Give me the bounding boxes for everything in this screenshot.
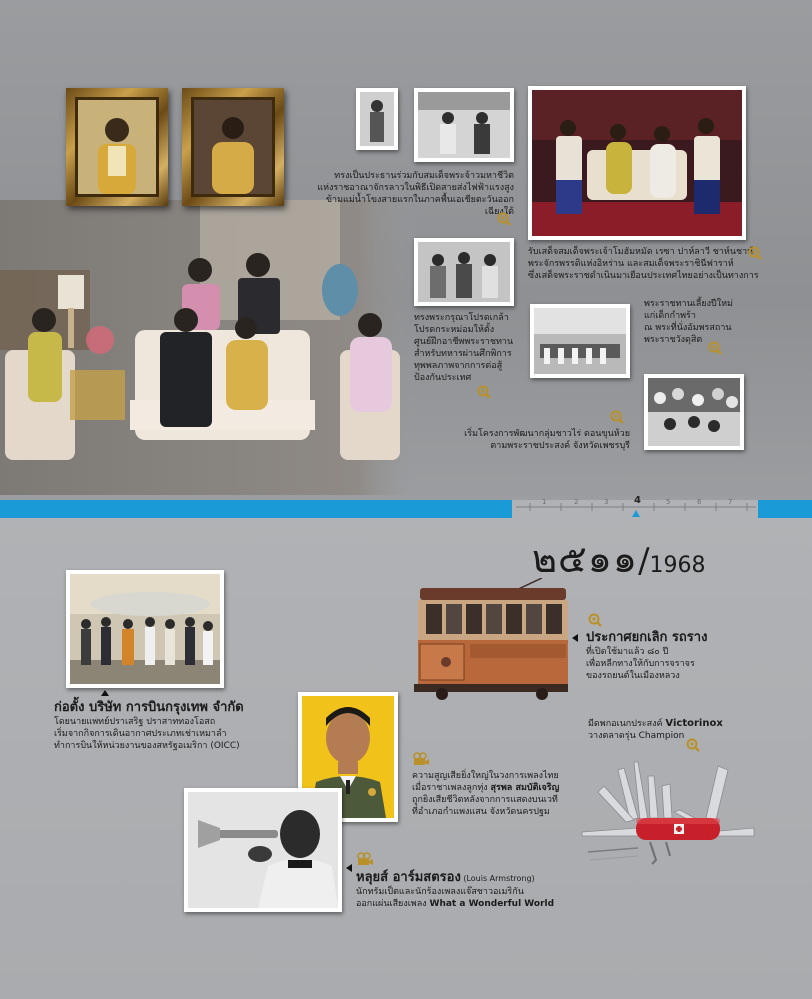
zoom-icon[interactable]: [477, 385, 491, 399]
singer-line-1: ความสูญเสียยิ่งใหญ่ในวงการเพลงไทย: [412, 771, 559, 781]
caption-veterans-center: [414, 312, 534, 384]
caption-line: รับเสด็จสมเด็จพระเจ้าโมฮัมหมัด เรซา ปาห์ลาวี ชาห์นชาห์: [528, 247, 754, 257]
caption-armstrong: [356, 870, 576, 910]
caption-line: พระจักรพรรดิแห่งอิหร่าน และสมเด็จพระราชินีฟาราห์: [528, 259, 734, 269]
caption-line: พระราชทานเลี้ยงปีใหม่: [644, 299, 733, 309]
zoom-icon[interactable]: [708, 341, 722, 355]
king-portrait: [66, 88, 168, 206]
photo-bw-veterans-center: [414, 238, 514, 306]
caption-new-year: [644, 298, 764, 346]
caption-line: ซึ่งเสด็จพระราชดำเนินมาเยือนประเทศไทยอย่างเป็นทางการ: [528, 271, 759, 281]
photo-bw-farmers-crowd: [644, 374, 744, 450]
zoom-icon[interactable]: [497, 212, 511, 226]
armstrong-english-name: (Louis Armstrong): [460, 874, 535, 883]
caption-line: ของรถยนต์ในเมืองหลวง: [586, 671, 680, 681]
photo-louis-armstrong: [184, 788, 342, 912]
caption-line: เริ่มจากกิจการเดินอากาศประเภทเช่าเหมาลำ: [54, 729, 227, 739]
timeline-tick: 3: [604, 498, 609, 506]
singer-name: สุรพล สมบัติเจริญ: [490, 783, 560, 793]
caption-line: ทรงเป็นประธานร่วมกับสมเด็จพระจ้าวมหาชีวิต: [334, 171, 514, 181]
singer-line-4: ที่อำเภอกำแพงแสน จังหวัดนครปฐม: [412, 807, 550, 817]
timeline-tick: 1: [542, 498, 547, 506]
caption-line: โปรดกระหม่อมให้ตั้ง: [414, 325, 495, 335]
photo-airline-founding: [66, 570, 224, 688]
armstrong-line-1: นักทรัมเป็ตและนักร้องเพลงแจ๊สชาวอเมริกัน: [356, 887, 524, 897]
timeline-tick: 7: [728, 498, 733, 506]
timeline-ticks: [516, 495, 756, 510]
caption-line: ป้องกันประเทศ: [414, 373, 472, 383]
knife-brand: Victorinox: [665, 718, 723, 729]
airline-pointer: [101, 690, 109, 696]
timeline-bar-right: [758, 500, 812, 518]
zoom-icon[interactable]: [748, 246, 762, 260]
caption-line: ณ พระที่นั่งอัมพรสถาน: [644, 323, 732, 333]
photo-bw-king-standing: [356, 88, 398, 150]
timeline-marker: [632, 510, 640, 517]
airline-title: ก่อตั้ง บริษัท การบินกรุงเทพ จำกัด: [54, 700, 244, 715]
year-separator: /: [638, 541, 650, 581]
photo-bw-new-year-children: [530, 304, 630, 378]
timeline-tick: 6: [697, 498, 702, 506]
caption-tram: [586, 630, 786, 682]
caption-surapol: [412, 770, 612, 818]
timeline-tick: 2: [574, 498, 579, 506]
caption-line: แก่เด็กกำพร้า: [644, 311, 696, 321]
armstrong-song: What a Wonderful World: [429, 899, 555, 909]
singer-line-3: ถูกยิงเสียชีวิตหลังจากการแสดงบนเวที: [412, 795, 558, 805]
tram-pointer: [572, 634, 578, 642]
caption-line: ทุพพลภาพจากการต่อสู้: [414, 361, 503, 371]
armstrong-pointer: [346, 864, 352, 872]
singer-line-2-prefix: เมื่อราชาเพลงลูกทุ่ง: [412, 783, 491, 793]
photo-bw-ceremony: [414, 88, 514, 162]
caption-line: สำหรับทหารผ่านศึกพิการ: [414, 349, 512, 359]
film-camera-icon[interactable]: [356, 852, 374, 866]
royal-family-photo: [0, 200, 420, 495]
armstrong-title: หลุยส์ อาร์มสตรอง: [356, 870, 461, 885]
caption-line: แห่งราชอาณาจักรลาวในพิธีเปิดสายส่งไฟฟ้าแรงสูง: [317, 183, 514, 193]
knife-body: วางตลาดรุ่น Champion: [588, 731, 685, 741]
tram-image: [412, 578, 568, 702]
zoom-icon[interactable]: [686, 738, 700, 752]
caption-iran-visit: [528, 246, 768, 282]
timeline-bar-left: [0, 500, 512, 518]
caption-line: ข้ามแม่น้ำโขงสายแรกในภาคพื้นเอเชียตะวันออกเฉียงใต้: [325, 195, 514, 217]
caption-line: ทรงพระกรุณาโปรดเกล้า: [414, 313, 509, 323]
photo-iran-royal-visit: [528, 86, 746, 240]
year-title: [532, 528, 792, 581]
queen-portrait: [182, 88, 284, 206]
zoom-icon[interactable]: [588, 613, 602, 627]
caption-airline: [54, 700, 304, 752]
caption-line: ทำการบินให้หน่วยงานของสหรัฐอเมริกา (OICC): [54, 741, 240, 751]
caption-line: ศูนย์ฝึกอาชีพพระราชทาน: [414, 337, 514, 347]
caption-line: ที่เปิดใช้มาแล้ว ๘๐ ปี: [586, 647, 669, 657]
caption-development-project: [440, 428, 630, 452]
caption-line: ตามพระราชประสงค์ จังหวัดเพชรบุรี: [490, 441, 630, 451]
caption-line: เริ่มโครงการพัฒนากลุ่มชาวไร่ ดอนขุนห้วย: [464, 429, 630, 439]
film-camera-icon[interactable]: [412, 752, 430, 766]
armstrong-line-2-prefix: ออกแผ่นเสียงเพลง: [356, 899, 430, 909]
caption-line: เพื่อหลีกทางให้กับการจราจร: [586, 659, 695, 669]
zoom-icon[interactable]: [610, 410, 624, 424]
caption-line: โดยนายแพทย์ปราเสริฐ ปราสาททองโอสถ: [54, 717, 216, 727]
year-western: 1968: [649, 553, 706, 578]
timeline-tick: 5: [666, 498, 671, 506]
knife-title-prefix: มีดพกอเนกประสงค์: [588, 719, 666, 729]
tram-title: ประกาศยกเลิก รถราง: [586, 630, 708, 645]
year-thai: ๒๕๑๑: [532, 537, 639, 581]
caption-line: พระราชวังดุสิต: [644, 335, 703, 345]
caption-laos-ceremony: [308, 170, 514, 218]
timeline-tick-active: 4: [634, 495, 641, 506]
